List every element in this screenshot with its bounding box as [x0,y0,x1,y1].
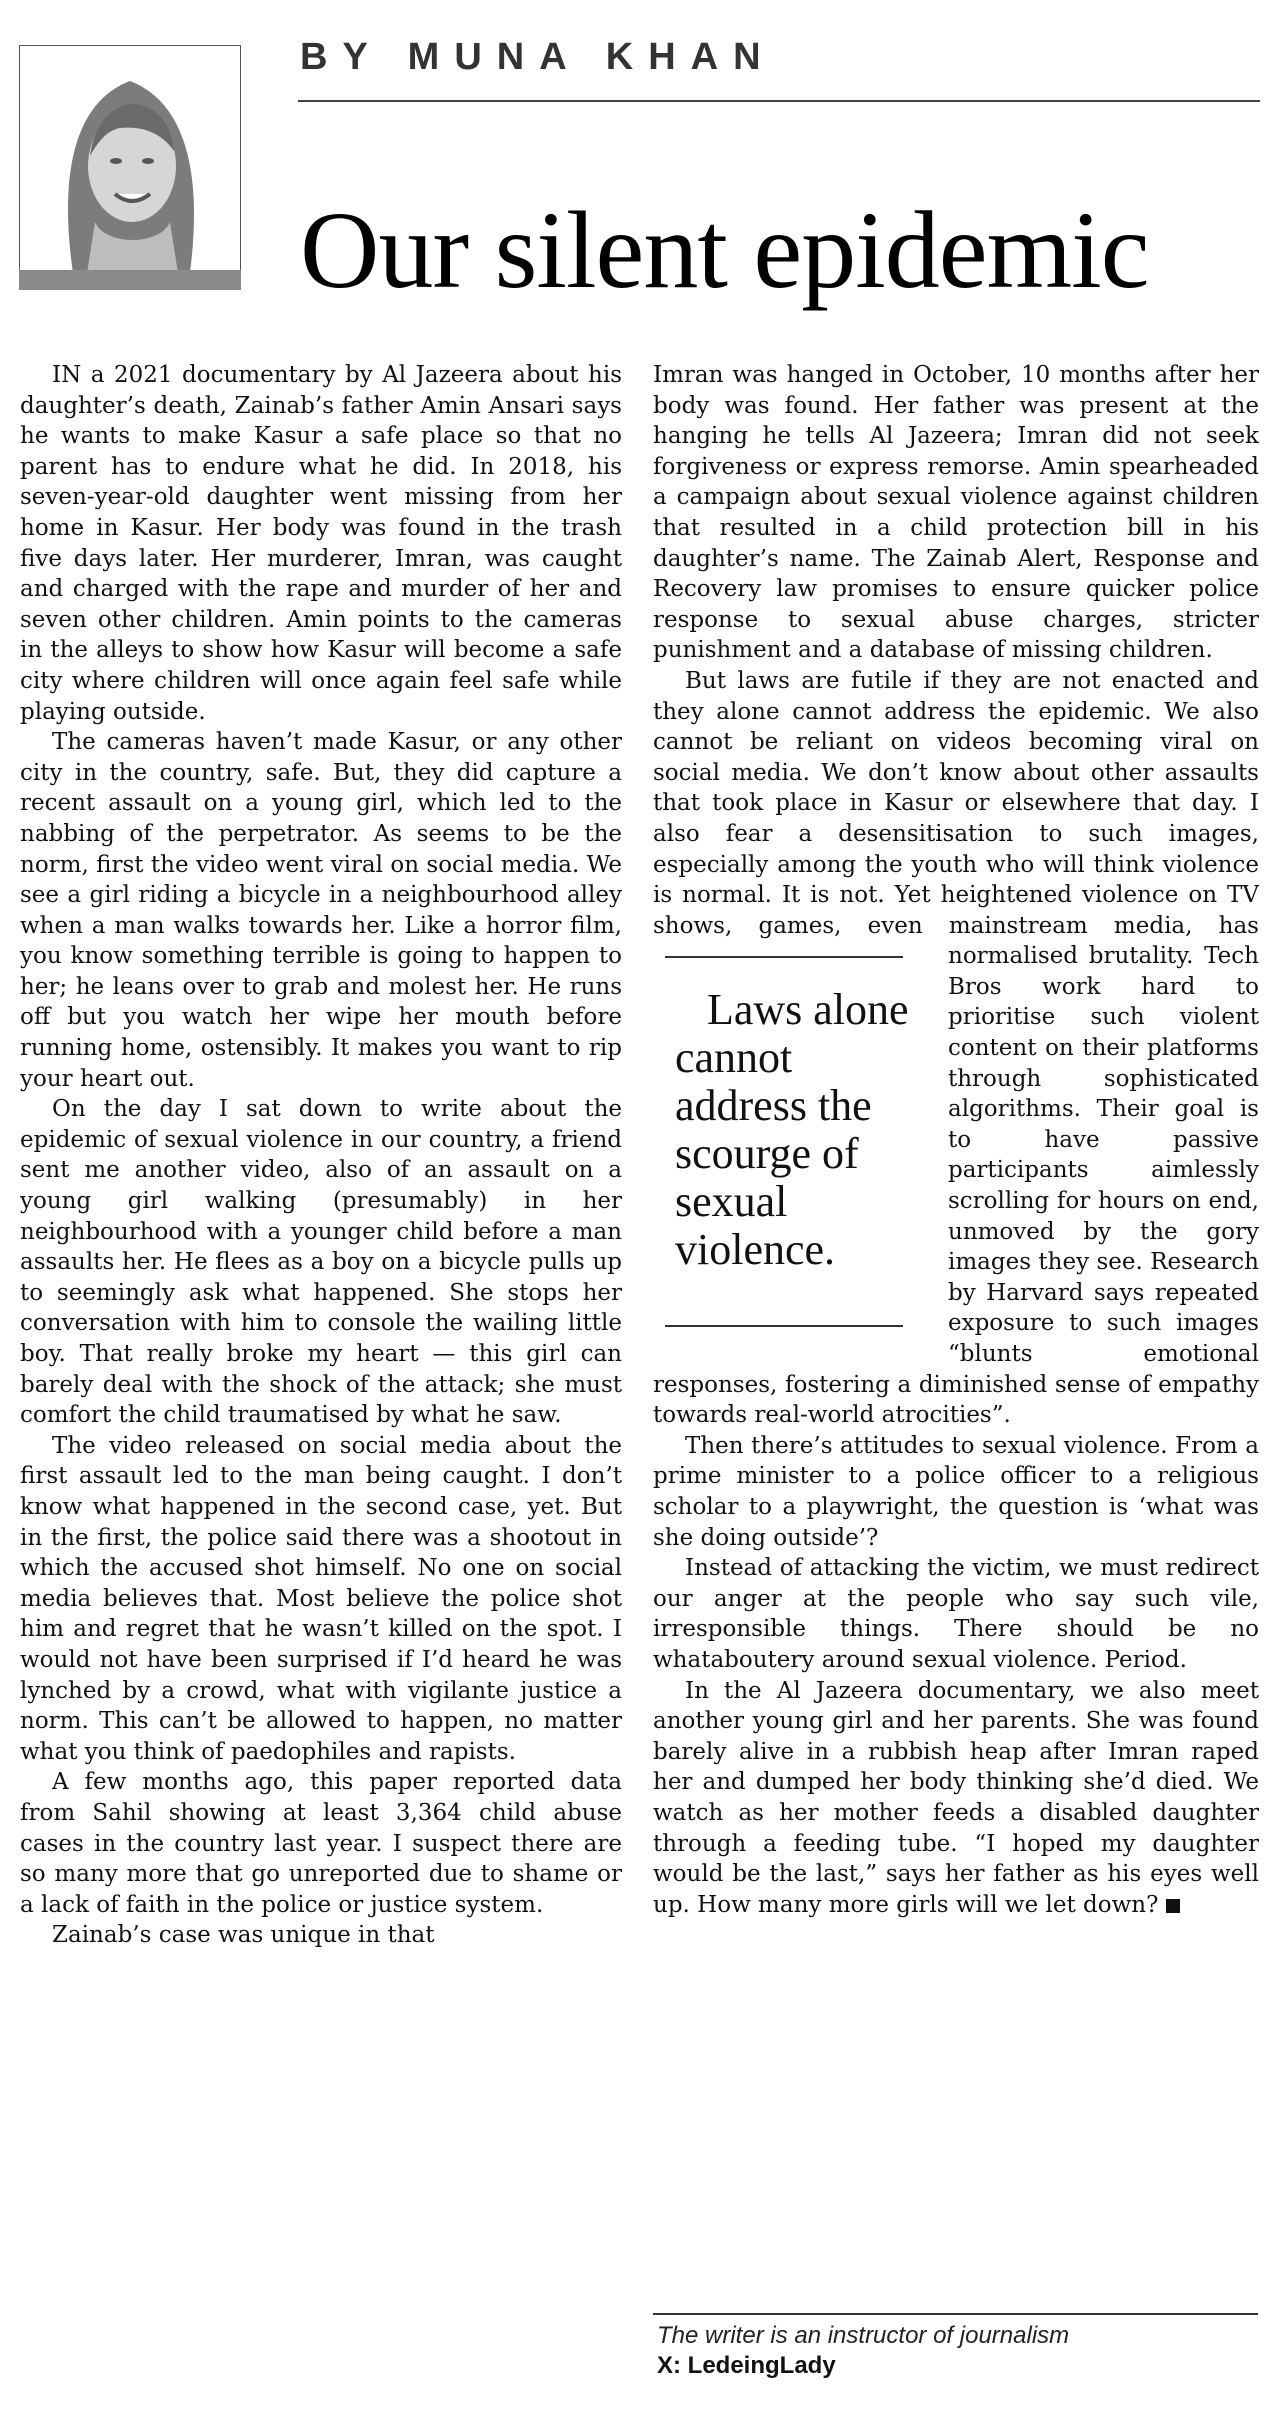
paragraph: Zainab’s case was unique in that [52,1922,435,1949]
headline: Our silent epidemic [300,189,1149,311]
author-photo [19,45,241,290]
photo-caption-bar [19,270,241,290]
article-column-left [20,360,622,2400]
paragraph-text: In the Al Jazeera documentary, we also meet another young girl and her parents. She was found barely alive in a rubbish heap after Imran raped her and dumped her body thinking she’d died. We watch as her mother feeds a disabled daughter through a feeding tube. “I hoped my daughter would be the last,” says her father as his eyes well up. How many more girls will we let down? [653,1677,1259,1918]
pull-quote-rule-bottom [665,1325,903,1327]
author-handle: X: LedeingLady [657,2352,836,2379]
paragraph: The cameras haven’t made Kasur, or any other city in the country, safe. But, they did capture a recent assault on a young girl, which led to the nabbing of the perpetrator. As seems to be the norm, first the video went viral on social media. We see a girl riding a bicycle in a neighbourhood alley when a man walks towards her. Like a horror film, you know something terrible is going to happen to her; he leans over to grab and molest her. He runs off but you watch her wipe her mouth before running home, ostensibly. It makes you want to rip your heart out. [20,729,622,1092]
paragraph: Then there’s attitudes to sexual violence. From a prime minister to a police officer to a religious scholar to a playwright, the question is ‘what was she doing outside’? [653,1432,1259,1551]
header-rule [298,100,1260,102]
pull-quote-rule-top [665,956,903,958]
author-note: The writer is an instructor of journalism [657,2322,1070,2349]
paragraph: Instead of attacking the victim, we must redirect our anger at the people who say such vile, irresponsible things. There should be no whataboutery around sexual violence. Period. [653,1555,1259,1673]
paragraph-text-a: But laws are futile if they are not enacted and they alone cannot address the epidemic. We also cannot be reliant on videos becoming viral on social media. We don’t know about other assaults that took place in Kasur or elsewhere that day. I also fear a desensitisation to such images, especially among the youth who will think violence is normal. It is not. Yet heightened violence on TV shows, games, even mainstream media, has normalised brutality. [653,667,1259,970]
paragraph: The video released on social media about the first assault led to the man being caught. I don’t know what happened in the second case, yet. But in the first, the police said there was a shootout in which the accused shot himself. No one on social media believes that. Most believe the police shot him and regret that he wasn’t killed on the spot. I would not have been surprised if I’d heard he was lynched by a crowd, what with vigilante justice a norm. This can’t be allowed to happen, no matter what you think of paedophiles and rapists. [20,1432,622,1765]
paragraph: On the day I sat down to write about the epidemic of sexual violence in our country, a friend sent me another video, also of an assault on a young girl walking (presumably) in her neighbourhood with a younger child before a man assaults her. He flees as a boy on a bicycle pulls up to seemingly ask what happened. She stops her conversation with him to console the wailing little boy. That really broke my heart — this girl can barely deal with the shock of the attack; she must comfort the child traumatised by what he saw. [20,1096,622,1429]
paragraph: A few months ago, this paper reported data from Sahil showing at least 3,364 child abuse cases in the country last year. I suspect there are so many more that go unreported due to shame or a lack of faith in the police or justice system. [20,1769,622,1918]
pull-quote: Laws alone cannot address the scourge of sexual violence. [675,985,909,1275]
paragraph-final [653,1676,1259,1921]
end-square-icon [1166,1899,1180,1913]
pull-quote-box [653,941,923,1336]
article-column-right [653,360,1259,2310]
byline: BY MUNA KHAN [300,36,776,78]
footer-rule [653,2313,1258,2315]
paragraph-with-pull-quote [653,666,1259,1431]
paragraph: IN a 2021 documentary by Al Jazeera about his daughter’s death, Zainab’s father Amin Ansari says he wants to make Kasur a safe place so that no parent has to endure what he did. In 2018, his seven-year-old daughter went missing from her home in Kasur. Her body was found in the trash five days later. Her murderer, Imran, was caught and charged with the rape and murder of her and seven other children. Amin points to the cameras in the alleys to show how Kasur will become a safe city where children will once again feel safe while playing outside. [20,362,622,725]
paragraph-text-b: Tech Bros work hard to prioritise such violent content on their platforms through sophisticated algorithms. Their goal is to have passive participants aimlessly scrolling for hours on end, unmoved by the gory images they see. Research by Harvard says repeated exposure to such images “blunts emotional responses, fostering a diminished sense of empathy towards real-world atrocities”. [653,943,1259,1429]
paragraph: Imran was hanged in October, 10 months after her body was found. Her father was present at the hanging he tells Al Jazeera; Imran did not seek forgiveness or express remorse. Amin spearheaded a campaign about sexual violence against children that resulted in a child protection bill in his daughter’s name. The Zainab Alert, Response and Recovery law promises to ensure quicker police response to sexual abuse charges, stricter punishment and a database of missing children. [653,362,1259,664]
